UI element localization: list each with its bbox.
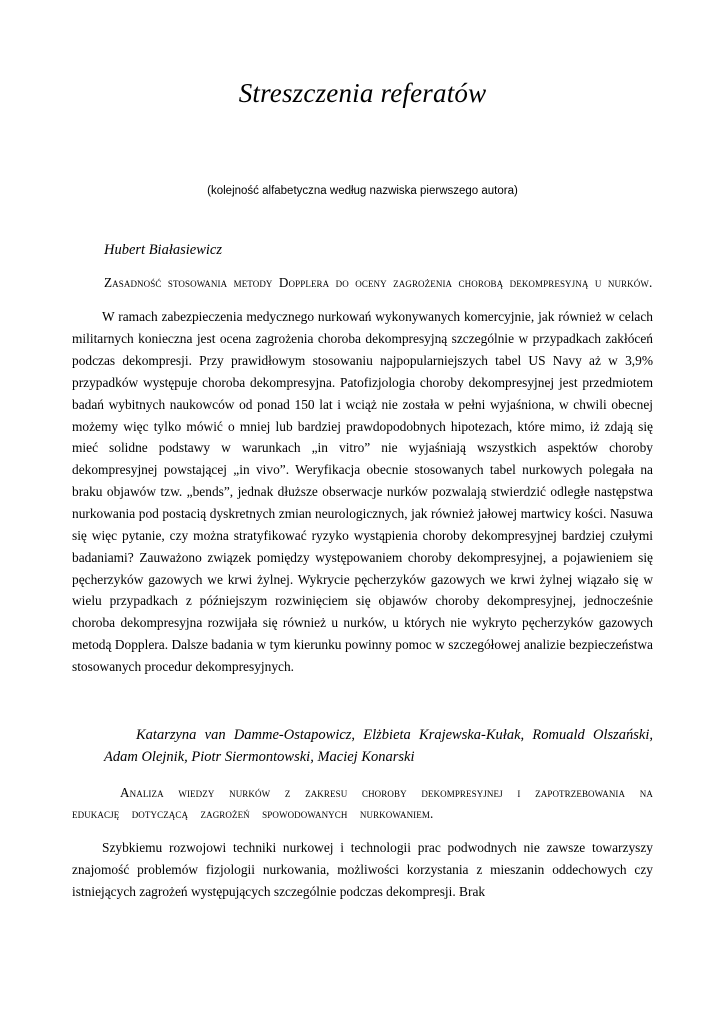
abstract-1: W ramach zabezpieczenia medycznego nurkowań wykonywanych komercyjnie, jak również w celach militarnych konieczna jest ocena zagrożenia choroba dekompresyjną szczególnie w przypadkach zakłóceń podczas dekompresji. Przy prawidłowym stosowaniu najpopularniejszych tabel US Navy aż w 3,9% przypadków występuje choroba dekompresyjna. Patofizjologia choroby dekompresyjnej jest przedmiotem badań wybitnych naukowców od ponad 150 lat i wciąż nie została w pełni wyjaśniona, w chwili obecnej możemy więc tylko mówić o mniej lub bardziej prawdopodobnych hipotezach, które mimo, iż zdają się mieć solidne podstawy w warunkach „in vitro” nie wyjaśniają wszystkich aspektów choroby dekompresyjnej powstającej „in vivo”. Weryfikacja obecnie stosowanych tabel nurkowych polegała na braku objawów tzw. „bends”, jednak dłuższe obserwacje nurków pozwalają stwierdzić odległe następstwa nurkowania pod postacią dyskretnych zmian neurologicznych, jak również jałowej martwicy kości. Nasuwa się więc pytanie, czy można stratyfikować ryzyko wystąpienia choroby dekompresyjnej bardziej czułymi badaniami? Zauważono związek pomiędzy występowaniem choroby dekompresyjnej, a pojawieniem się pęcherzyków gazowych we krwi żylnej. Wykrycie pęcherzyków gazowych we krwi żylnej wiązało się w wielu przypadkach z późniejszym rozwinięciem się objawów choroby dekompresyjnej, jednocześnie choroba dekompresyjna rozwijała się również u nurków, u których nie wykryto pęcherzyków gazowych metodą Dopplera. Dalsze badania w tym kierunku powinny pomoc w szczegółowej analizie bezpieczeństwa stosowanych procedur dekompresyjnych. [72, 309, 653, 674]
paper-title-1: Zasadność stosowania metody Dopplera do oceny zagrożenia chorobą dekompresyjną u nurków. [104, 275, 653, 290]
subtitle: (kolejność alfabetyczna według nazwiska pierwszego autora) [207, 185, 518, 197]
abstract-2: Szybkiemu rozwojowi techniki nurkowej i technologii prac podwodnych nie zawsze towarzyszy znajomość problemów fizjologii nurkowania, możliwości korzystania z mieszanin oddechowych czy istniejących zagrożeń występujących szczególnie podczas dekompresji. Brak [72, 840, 653, 900]
page-title: Streszczenia referatów [238, 78, 487, 108]
author-line-2: Katarzyna van Damme-Ostapowicz, Elżbieta Krajewska-Kułak, Romuald Olszański, Adam Olejnik, Piotr Siermontowski, Maciej Konarski [104, 726, 653, 766]
paper-title-2: Analiza wiedzy nurków z zakresu choroby dekompresyjnej i zapotrzebowania na edukację dotyczącą zagrożeń spowodowanych nurkowaniem. [72, 784, 653, 822]
author-line-1: Hubert Białasiewicz [104, 242, 223, 258]
